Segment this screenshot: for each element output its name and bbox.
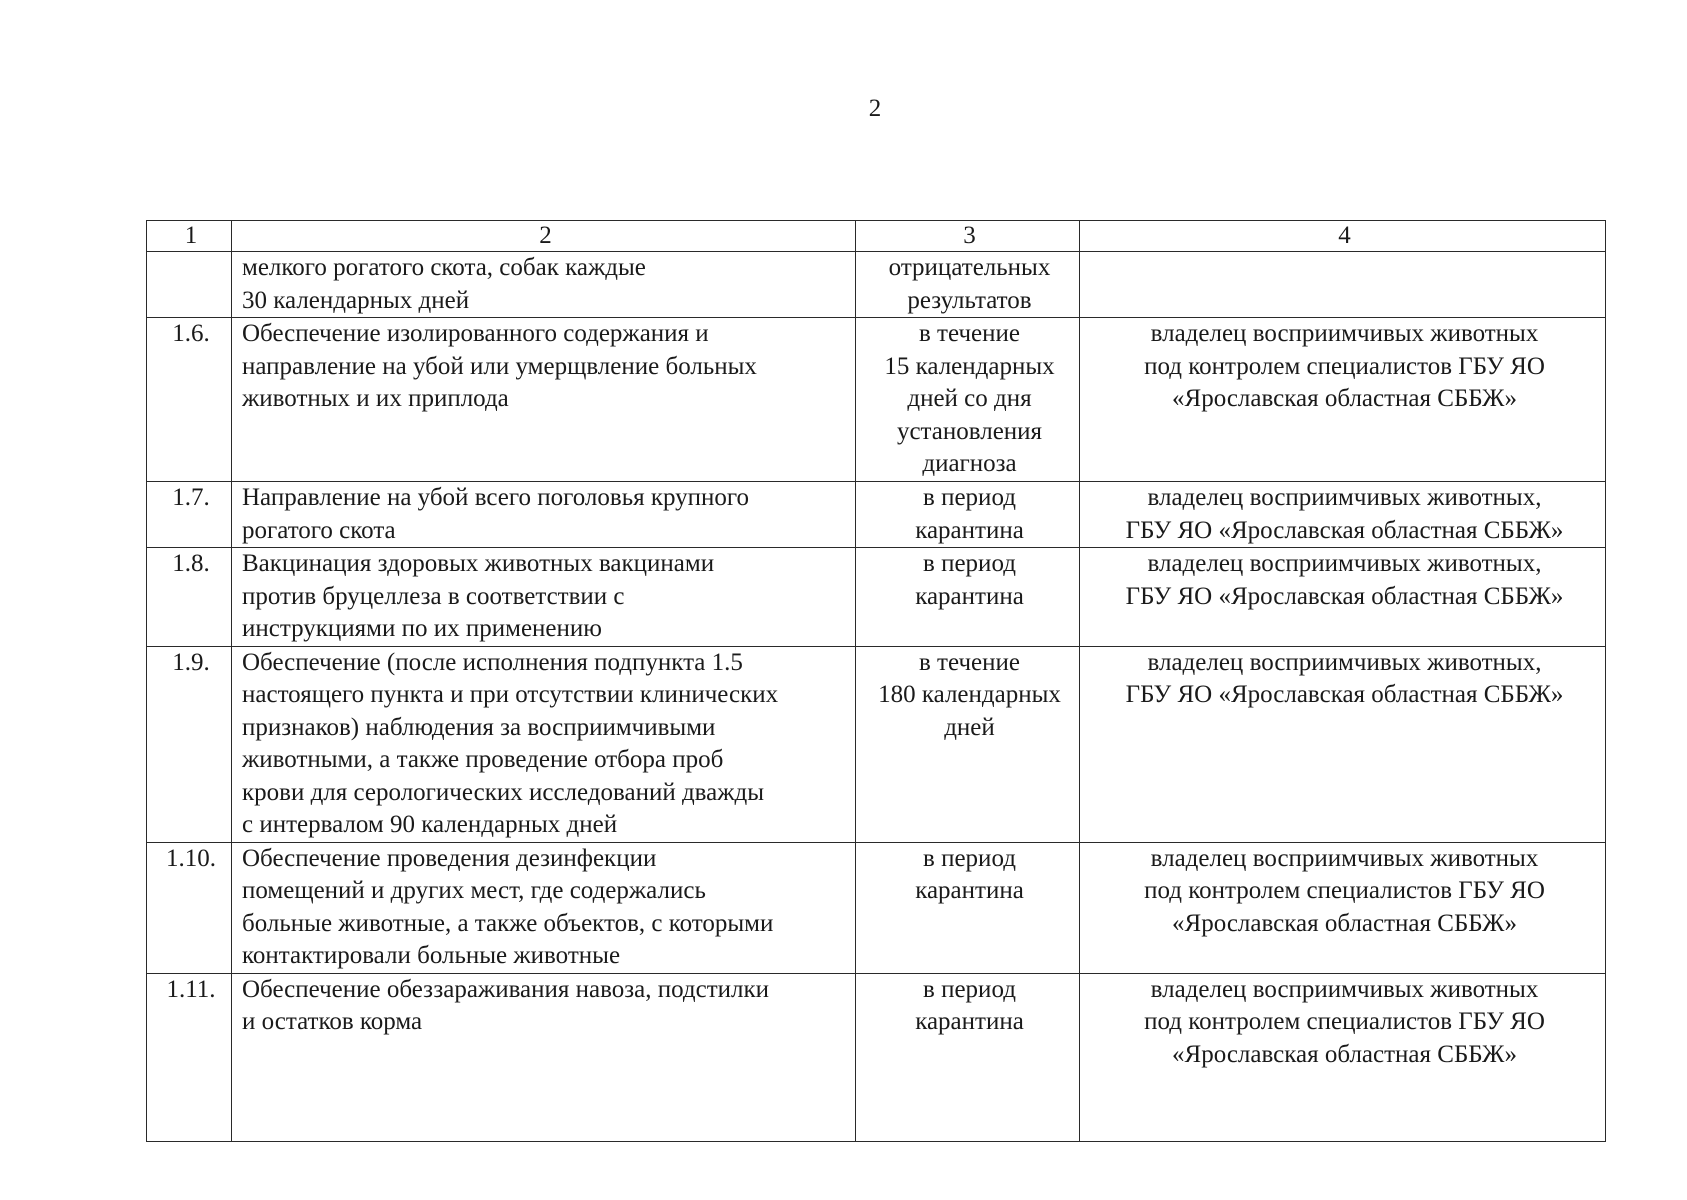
responsible-cell: владелец восприимчивых животных, ГБУ ЯО «Ярославская областная СББЖ» [1080, 482, 1606, 548]
table-row [147, 482, 1606, 548]
responsible-cell: владелец восприимчивых животных под контролем специалистов ГБУ ЯО «Ярославская областная СББЖ» [1080, 842, 1606, 973]
term-cell: в период карантина [856, 482, 1080, 548]
term-cell: в период карантина [856, 842, 1080, 973]
measure-cell: Обеспечение (после исполнения подпункта 1.5 настоящего пункта и при отсутствии клинических признаков) наблюдения за восприимчивыми животными, а также проведение отбора проб крови для серологических исследований дважды с интервалом 90 календарных дней [232, 646, 856, 842]
measures-table [146, 220, 1606, 1142]
responsible-cell: владелец восприимчивых животных, ГБУ ЯО «Ярославская областная СББЖ» [1080, 646, 1606, 842]
responsible-cell: владелец восприимчивых животных под контролем специалистов ГБУ ЯО «Ярославская областная СББЖ» [1080, 318, 1606, 482]
column-number-1: 1 [147, 221, 232, 252]
term-cell: в период карантина [856, 548, 1080, 647]
measure-cell: Направление на убой всего поголовья крупного рогатого скота [232, 482, 856, 548]
row-number-cell: 1.9. [147, 646, 232, 842]
table-row [147, 252, 1606, 318]
term-cell: в период карантина [856, 973, 1080, 1141]
row-number-cell [147, 252, 232, 318]
column-number-2: 2 [232, 221, 856, 252]
term-cell: в течение 15 календарных дней со дня установления диагноза [856, 318, 1080, 482]
table-header-row [147, 221, 1606, 252]
term-cell: в течение 180 календарных дней [856, 646, 1080, 842]
column-number-4: 4 [1080, 221, 1606, 252]
responsible-cell: владелец восприимчивых животных, ГБУ ЯО «Ярославская областная СББЖ» [1080, 548, 1606, 647]
responsible-cell: владелец восприимчивых животных под контролем специалистов ГБУ ЯО «Ярославская областная СББЖ» [1080, 973, 1606, 1141]
row-number-cell: 1.8. [147, 548, 232, 647]
measure-cell: Обеспечение обеззараживания навоза, подстилки и остатков корма [232, 973, 856, 1141]
measure-cell: Обеспечение проведения дезинфекции помещений и других мест, где содержались больные животные, а также объектов, с которыми контактировали больные животные [232, 842, 856, 973]
measure-cell: Обеспечение изолированного содержания и направление на убой или умерщвление больных животных и их приплода [232, 318, 856, 482]
row-number-cell: 1.11. [147, 973, 232, 1141]
column-number-3: 3 [856, 221, 1080, 252]
responsible-cell [1080, 252, 1606, 318]
measure-cell: Вакцинация здоровых животных вакцинами против бруцеллеза в соответствии с инструкциями по их применению [232, 548, 856, 647]
table-row [147, 646, 1606, 842]
table-row [147, 318, 1606, 482]
table-row [147, 548, 1606, 647]
measure-cell: мелкого рогатого скота, собак каждые 30 календарных дней [232, 252, 856, 318]
term-cell: отрицательных результатов [856, 252, 1080, 318]
row-number-cell: 1.6. [147, 318, 232, 482]
page-number: 2 [868, 95, 882, 122]
row-number-cell: 1.7. [147, 482, 232, 548]
table-row [147, 973, 1606, 1141]
table-row [147, 842, 1606, 973]
row-number-cell: 1.10. [147, 842, 232, 973]
